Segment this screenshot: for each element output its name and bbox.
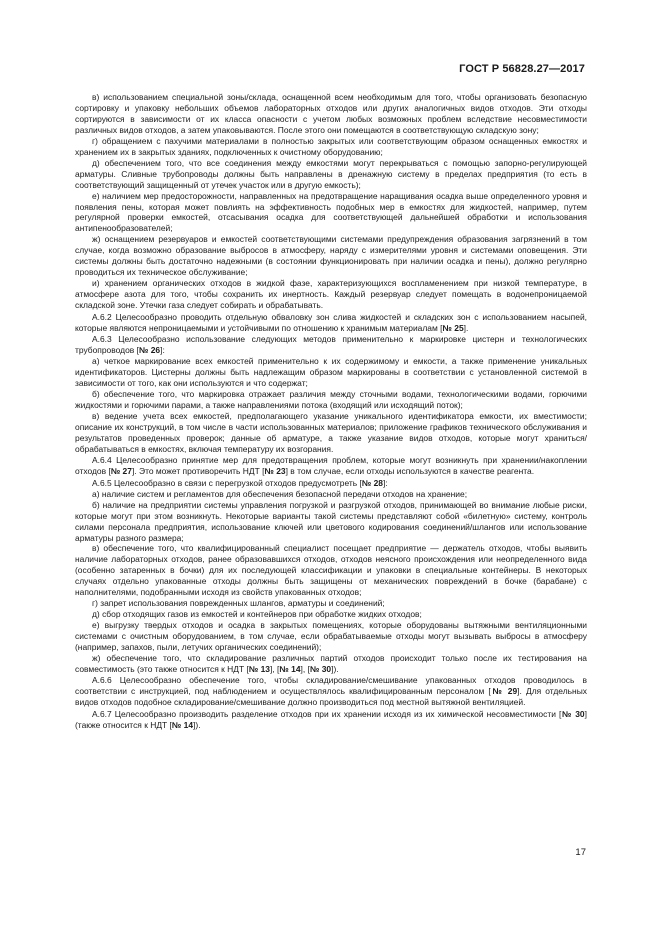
paragraph: в) обеспечение того, что квалифицированный специалист посещает предприятие — держатель отходов, чтобы выявить наличие лабораторных отходов, ранее образовавшихся отходов, отходов неясного происхождения или неопределенного вида (особенно затаренных в бочки) для их последующей классификации и упаковки в специальные контейнеры. В некоторых случаях отдельно упакованные отходы должны быть защищены от механических повреждений в бочке (барабане) с наполнителями, подобранными исходя из свойств упакованных отходов; xyxy=(75,543,587,598)
paragraph: д) обеспечением того, что все соединения между емкостями могут перекрываться с помощью запорно-регулирующей арматуры. Сливные трубопроводы должны быть направлены в дренажную систему в пределах предприятия (то есть в соответствующий защищенный от утечек участок или в другую емкость); xyxy=(75,157,587,190)
paragraph: а) наличие систем и регламентов для обеспечения безопасной передачи отходов на хранение; xyxy=(92,488,468,499)
section-paragraph: А.6.4 Целесообразно принятие мер для предотвращения проблем, которые могут возникнуть при хранении/накоплении отходов [№ 27]. Это может противоречить НДТ [№ 23] в том случае, если отходы используются в качестве реагента. xyxy=(75,455,587,477)
paragraph: а) четкое маркирование всех емкостей применительно к их содержимому и емкости, а также применение уникальных идентификаторов. Цистерны должны быть надлежащим образом маркированы в соответствии с установленной системой в зависимости от того, как они используются и что содержат; xyxy=(75,356,587,388)
paragraph: в) использованием специальной зоны/склада, оснащенной всем необходимым для того, чтобы организовать безопасную сортировку и упаковку небольших объемов лабораторных отходов или других аналогичных видов отходов. Эти отходы сортируются в зависимости от их класса опасности с учетом любых возможных проблем вследствие несовместимости различных видов отходов, а затем упаковываются. После этого они помещаются в соответствующую складскую зону; xyxy=(75,92,587,135)
document-body xyxy=(75,92,587,731)
paragraph: в) ведение учета всех емкостей, предполагающего указание уникального идентификатора емкости, их вместимости; описание их конструкций, в том числе в части использованных материалов; приложение графиков технического обслуживания и результатов проведенных проверок; данные об арматуре, а также указание видов отходов, которые могут храниться/обрабатываться в емкостях, включая температуру их возгорания. xyxy=(75,410,587,454)
section-paragraph: А.6.7 Целесообразно производить разделение отходов при их хранении исходя из их химической несовместимости [№ 30] (также относится к НДТ [№ 14]). xyxy=(75,708,587,730)
standard-designation: ГОСТ Р 56828.27—2017 xyxy=(459,63,585,75)
paragraph: ж) оснащением резервуаров и емкостей соответствующими системами предупреждения образования загрязнений в том случае, когда возможно образование выбросов в атмосферу, наряду с измерителями уровня и системами оповещения. Эти системы должны быть достаточно надежными (в состоянии функционировать при наличии осадка и пены), должно регулярно проводиться их техническое обслуживание; xyxy=(75,234,587,278)
paragraph: г) запрет использования поврежденных шлангов, арматуры и соединений; xyxy=(92,598,385,609)
paragraph: б) обеспечение того, что маркировка отражает различия между сточными водами, технологическими водами, горючими жидкостями и горючими парами, а также направлениями потока (входящий или исходящий поток); xyxy=(75,388,587,410)
section-paragraph: А.6.3 Целесообразно использование следующих методов применительно к маркировке цистерн и технологических трубопроводов [№ 26]: xyxy=(75,334,587,356)
paragraph: г) обращением с пахучими материалами в полностью закрытых или соответствующим образом оснащенных емкостях и хранением их в закрытых зданиях, подключенных к очистному оборудованию; xyxy=(75,135,587,157)
section-paragraph: А.6.2 Целесообразно проводить отдельную обваловку зон слива жидкостей и складских зон с использованием насыпей, которые являются непроницаемыми и устойчивыми по отношению к хранимым материалам [№ 25]. xyxy=(75,311,587,333)
paragraph: д) сбор отходящих газов из емкостей и контейнеров при обработке жидких отходов; xyxy=(92,609,422,620)
paragraph: б) наличие на предприятии системы управления погрузкой и разгрузкой отходов, принимающей во внимание любые риски, которые могут при этом возникнуть. Некоторые варианты такой системы представляют собой «билетную» систему, контроль силами персонала предприятия, использование ключей или цветового кодирования соединений/шлангов или использование арматуры разного размера; xyxy=(75,499,587,543)
paragraph: е) наличием мер предосторожности, направленных на предотвращение наращивания осадка выше определенного уровня и появления пены, которая может повлиять на эффективность подобных мер в емкостях для жидкостей, например, путем регулярной проверки емкостей, отсасывания осадка для соответствующей дальнейшей обработки и использования антипенообразователей; xyxy=(75,190,587,234)
section-paragraph: А.6.6 Целесообразно обеспечение того, чтобы складирование/смешивание упакованных отходов проводилось в соответствии с инструкцией, под наблюдением и осуществлялось квалифицированным персоналом [№ 29]. Для отдельных видов отходов подобное складирование/смешивание должно производиться под местной вытяжной вентиляцией. xyxy=(75,675,587,708)
page-number: 17 xyxy=(575,847,586,858)
section-paragraph: А.6.5 Целесообразно в связи с перегрузкой отходов предусмотреть [№ 28]: xyxy=(92,477,388,488)
paragraph: е) выгрузку твердых отходов и осадка в закрытых помещениях, которые оборудованы вытяжными вентиляционными системами с очистным оборудованием, в том случае, если обрабатываемые отходы могут вызывать выбросы в атмосферу (например, запахов, пыли, летучих органических соединений); xyxy=(75,620,587,653)
paragraph: ж) обеспечение того, что складирование различных партий отходов происходит только после их тестирования на совместимость (это также относится к НДТ [№ 13], [№ 14], [№ 30]). xyxy=(75,652,587,674)
paragraph: и) хранением органических отходов в жидкой фазе, характеризующихся воспламенением при низкой температуре, в атмосфере азота для того, чтобы сохранить их инертность. Каждый резервуар следует помещать в водонепроницаемой складской зоне. Утечки газа следует собирать и обрабатывать. xyxy=(75,278,587,311)
